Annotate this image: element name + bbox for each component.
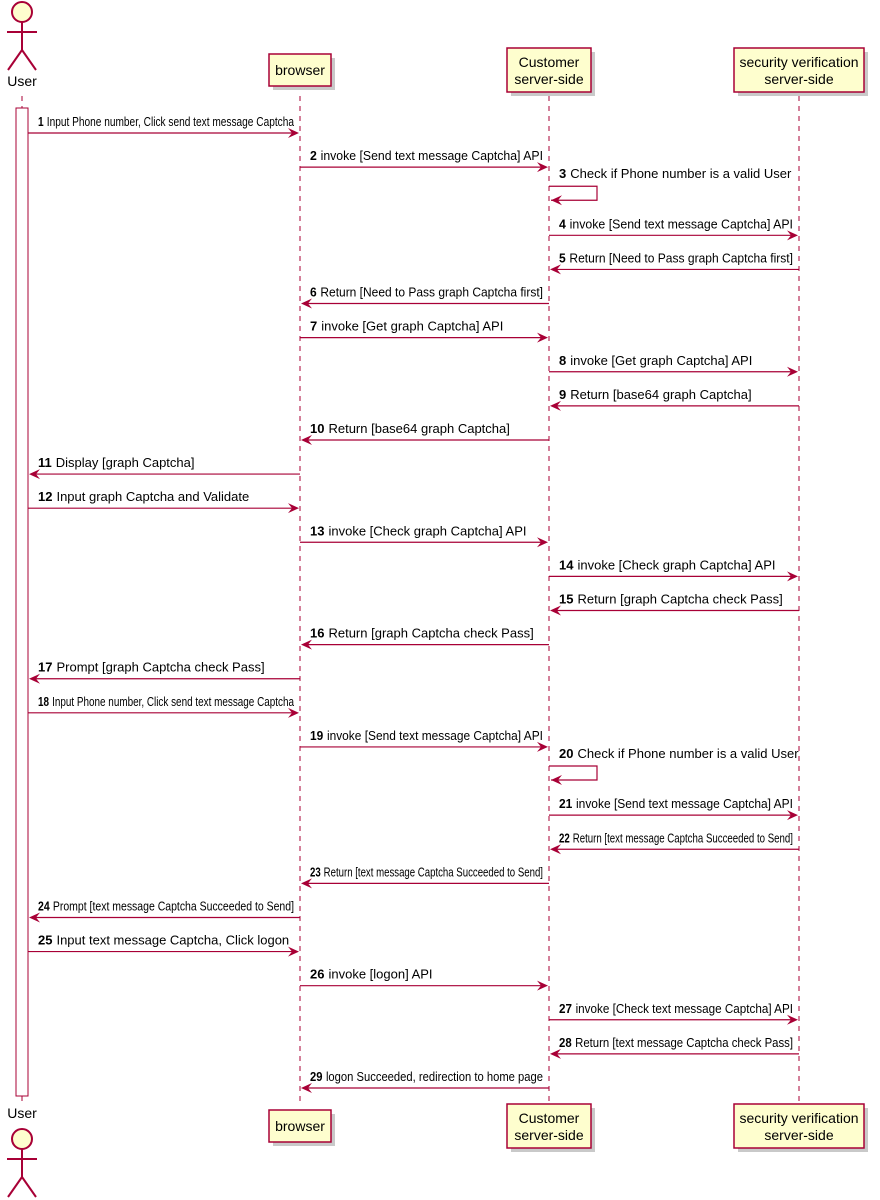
message-text: logon Succeeded, redirection to home page xyxy=(325,1069,578,1084)
participants-top xyxy=(7,2,868,96)
message-text: Input graph Captcha and Validate xyxy=(56,489,250,505)
message-17 xyxy=(29,660,300,684)
message-text: invoke [Get graph Captcha] API xyxy=(321,318,504,334)
message-20 xyxy=(549,746,799,785)
participants-bottom xyxy=(7,1104,868,1197)
message-text: Input Phone number, Click send text message Captcha xyxy=(52,693,370,709)
message-4 xyxy=(549,216,806,240)
participant-label: security verification xyxy=(739,1110,859,1126)
message-text: invoke [Send text message Captcha] API xyxy=(576,796,812,812)
message-text: invoke [Check graph Captcha] API xyxy=(328,523,527,539)
message-text: Return [text message Captcha check Pass] xyxy=(575,1034,825,1050)
message-number: 1 xyxy=(38,114,46,129)
message-text: invoke [Send text message Captcha] API xyxy=(326,727,563,743)
message-label xyxy=(310,148,557,164)
participant-security-top xyxy=(734,48,868,96)
message-number: 28 xyxy=(559,1034,574,1050)
participant-user-bottom xyxy=(7,1105,37,1197)
message-label xyxy=(310,523,526,538)
message-12 xyxy=(28,489,299,513)
message-6 xyxy=(301,284,562,309)
message-number: 27 xyxy=(559,1000,574,1016)
message-11 xyxy=(29,455,300,479)
message-16 xyxy=(301,626,549,650)
message-text: Return [base64 graph Captcha] xyxy=(570,386,752,402)
message-number: 29 xyxy=(310,1069,325,1084)
message-15 xyxy=(550,592,799,616)
message-label xyxy=(559,557,775,572)
message-24 xyxy=(29,898,353,922)
participant-customer-top xyxy=(507,48,595,96)
message-text: invoke [logon] API xyxy=(328,966,433,982)
message-text: Return [base64 graph Captcha] xyxy=(328,420,510,436)
message-8 xyxy=(549,353,798,377)
participant-label: User xyxy=(7,1105,37,1121)
message-label xyxy=(310,421,510,436)
message-number: 3 xyxy=(559,166,567,182)
message-label xyxy=(38,455,195,470)
message-number: 19 xyxy=(310,727,325,743)
message-3 xyxy=(549,166,792,205)
activation-bars xyxy=(16,108,28,1096)
participant-label: Customer xyxy=(518,54,580,70)
message-number: 8 xyxy=(559,352,567,368)
message-text: Return [graph Captcha check Pass] xyxy=(328,625,534,641)
message-text: invoke [Check graph Captcha] API xyxy=(577,557,776,573)
message-10 xyxy=(301,421,549,445)
message-number: 15 xyxy=(559,591,574,607)
message-label xyxy=(559,250,811,266)
message-text: Check if Phone number is a valid User xyxy=(577,746,799,762)
message-text: invoke [Check text message Captcha] API xyxy=(575,1000,818,1016)
participant-user-top xyxy=(7,2,37,89)
message-number: 7 xyxy=(310,318,318,334)
message-13 xyxy=(300,523,548,547)
message-label xyxy=(559,746,799,761)
message-number: 5 xyxy=(559,250,567,266)
message-number: 20 xyxy=(559,746,574,762)
message-number: 12 xyxy=(38,489,53,505)
message-28 xyxy=(550,1034,825,1059)
message-number: 25 xyxy=(38,932,53,948)
message-number: 24 xyxy=(38,898,53,914)
participant-browser-top xyxy=(269,54,335,90)
message-number: 23 xyxy=(310,864,325,880)
message-text: Prompt [text message Captcha Succeeded to Send] xyxy=(52,898,353,914)
message-number: 10 xyxy=(310,420,325,436)
message-number: 14 xyxy=(559,557,574,573)
message-text: Prompt [graph Captcha check Pass] xyxy=(56,659,265,675)
participant-security-bottom xyxy=(734,1104,868,1152)
message-number: 21 xyxy=(559,796,574,812)
user-activation-bar xyxy=(16,108,28,1096)
message-number: 11 xyxy=(38,455,52,471)
participant-label: browser xyxy=(275,62,325,78)
message-1 xyxy=(28,114,365,138)
message-21 xyxy=(549,796,812,820)
message-label xyxy=(310,1069,578,1084)
message-label xyxy=(38,693,370,709)
message-text: Check if Phone number is a valid User xyxy=(570,166,792,182)
message-text: invoke [Send text message Captcha] API xyxy=(569,216,806,232)
message-label xyxy=(559,830,870,846)
message-number: 2 xyxy=(310,148,318,164)
participant-label: User xyxy=(7,73,37,89)
message-7 xyxy=(300,319,548,343)
message-label xyxy=(38,114,365,129)
message-23 xyxy=(301,864,620,888)
message-14 xyxy=(549,557,798,581)
message-label xyxy=(559,592,783,607)
message-text: Input Phone number, Click send text message Captcha xyxy=(46,114,365,129)
actor-icon xyxy=(7,2,37,70)
participant-label: server-side xyxy=(764,71,834,87)
message-label xyxy=(559,387,752,402)
message-text: invoke [Send text message Captcha] API xyxy=(320,148,557,164)
message-label xyxy=(559,1034,825,1050)
participant-label: server-side xyxy=(764,1127,834,1143)
message-label xyxy=(310,284,562,300)
message-label xyxy=(310,967,433,982)
message-22 xyxy=(550,830,870,854)
message-number: 13 xyxy=(310,523,325,539)
messages xyxy=(28,114,870,1093)
message-number: 4 xyxy=(559,216,567,232)
message-label xyxy=(310,727,563,743)
participant-browser-bottom xyxy=(269,1110,335,1146)
message-label xyxy=(38,933,289,948)
message-label xyxy=(559,796,812,812)
message-label xyxy=(38,660,265,675)
message-number: 6 xyxy=(310,284,318,300)
message-label xyxy=(38,898,353,914)
message-label xyxy=(559,353,752,368)
participant-label: server-side xyxy=(514,1127,584,1143)
message-19 xyxy=(300,727,563,752)
message-2 xyxy=(300,148,557,172)
message-9 xyxy=(550,387,799,411)
message-5 xyxy=(550,250,811,274)
message-26 xyxy=(300,967,548,991)
participant-label: browser xyxy=(275,1118,325,1134)
message-18 xyxy=(28,693,370,718)
message-text: Input text message Captcha, Click logon xyxy=(56,932,290,948)
participant-label: Customer xyxy=(518,1110,580,1126)
message-label xyxy=(559,1000,818,1016)
message-text: Return [text message Captcha Succeeded to Send] xyxy=(323,864,620,880)
message-text: Return [text message Captcha Succeeded to Send] xyxy=(572,830,870,846)
message-text: Display [graph Captcha] xyxy=(55,455,195,471)
message-text: Return [Need to Pass graph Captcha first] xyxy=(320,284,562,300)
message-number: 26 xyxy=(310,966,325,982)
message-number: 22 xyxy=(559,830,574,846)
message-label xyxy=(310,864,620,880)
actor-icon xyxy=(7,1129,37,1197)
message-number: 16 xyxy=(310,625,325,641)
message-text: Return [graph Captcha check Pass] xyxy=(577,591,783,607)
message-text: invoke [Get graph Captcha] API xyxy=(570,352,753,368)
participant-customer-bottom xyxy=(507,1104,595,1152)
message-label xyxy=(310,626,534,641)
participant-label: security verification xyxy=(739,54,859,70)
message-label xyxy=(559,166,792,181)
message-text: Return [Need to Pass graph Captcha first] xyxy=(569,250,811,266)
message-29 xyxy=(301,1069,578,1093)
message-number: 17 xyxy=(38,659,53,675)
message-number: 9 xyxy=(559,386,567,402)
participant-label: server-side xyxy=(514,71,584,87)
message-label xyxy=(38,489,249,504)
message-27 xyxy=(549,1000,818,1025)
message-label xyxy=(310,319,503,334)
message-25 xyxy=(28,933,299,957)
message-number: 18 xyxy=(38,693,53,709)
message-label xyxy=(559,216,806,232)
